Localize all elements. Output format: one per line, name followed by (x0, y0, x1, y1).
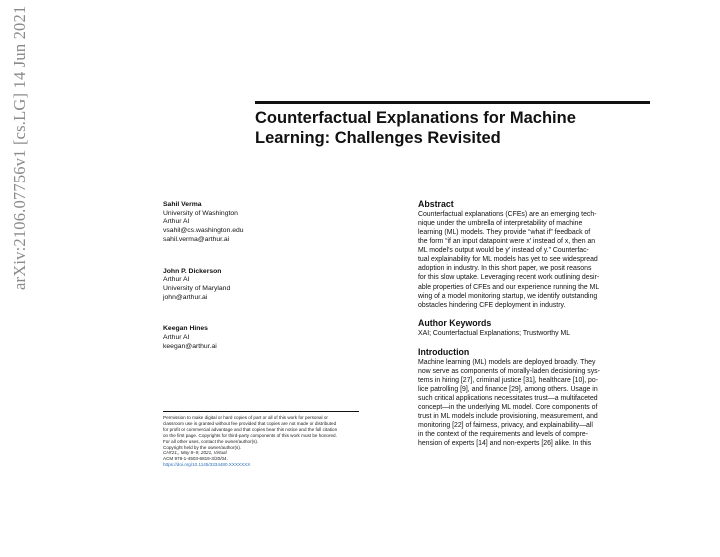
abstract-text (418, 210, 643, 310)
conference-line: CHI'21,, May 8–9, 2021, Virtual (163, 450, 227, 456)
permission-line: for profit or commercial advantage and that copies bear this notice and the full citation (163, 426, 338, 432)
author-email: vsahil@cs.washington.edu (163, 227, 244, 235)
paper-title (255, 108, 655, 148)
abstract-line: learning (ML) models. They provide “what if” feedback of (418, 229, 591, 237)
author-affiliation: University of Maryland (163, 284, 231, 292)
abstract-line: ML model’s output would be y′ instead of y.” Counterfac- (418, 247, 589, 255)
right-column (418, 199, 643, 448)
intro-line: hension of experts [14] and non-experts [26] alike. In this (418, 440, 592, 448)
author-block (163, 325, 393, 351)
abstract-line: adoption in industry. In this short paper, we posit reasons (418, 265, 592, 273)
keywords-line: XAI; Counterfactual Explanations; Trustworthy ML (418, 329, 571, 337)
intro-line: concept—in the underlying ML model. Core components of (418, 404, 598, 412)
permission-notice (163, 411, 359, 468)
permission-line: on the first page. Copyrights for third-party components of this work must be honored. (163, 432, 337, 438)
author-block (163, 268, 393, 303)
title-rule (255, 101, 650, 104)
copyright-line: Copyright held by the owner/author(s). (163, 444, 242, 450)
author-affiliation: Arthur AI (163, 218, 190, 226)
abstract-line: able properties of CFEs and our experience running the ML (418, 283, 600, 291)
acm-isbn: ACM 978-1-4503-6819-3/20/04. (163, 456, 228, 462)
doi-link[interactable]: https://doi.org/10.1145/3334480.XXXXXXX (163, 462, 251, 468)
abstract-line: for this slow uptake. Leveraging recent work outlining desir- (418, 274, 600, 282)
author-name: Sahil Verma (163, 201, 202, 208)
author-email: sahil.verma@arthur.ai (163, 235, 230, 243)
introduction-heading: Introduction (418, 346, 470, 357)
author-affiliation: Arthur AI (163, 276, 190, 284)
permission-line: classroom use is granted without fee provided that copies are not made or distributed (163, 420, 337, 426)
permission-line: Permission to make digital or hard copies of part or all of this work for personal or (163, 415, 328, 420)
abstract-line: nique under the umbrella of interpretability of machine (418, 220, 583, 228)
title-line: Counterfactual Explanations for Machine (255, 109, 576, 127)
abstract-line: Counterfactual explanations (CFEs) are an emerging tech- (418, 211, 597, 218)
keywords-section (418, 318, 643, 338)
abstract-section (418, 199, 643, 310)
intro-line: tems in hiring [27], criminal justice [31], healthcare [10], po- (418, 376, 599, 384)
intro-line: in the context of the requirements and levels of compre- (418, 431, 589, 439)
author-name: Keegan Hines (163, 325, 208, 333)
intro-line: monitoring [22] of fairness, privacy, and explainability—all (418, 422, 593, 430)
author-affiliation: University of Washington (163, 209, 238, 217)
introduction-section (418, 347, 643, 449)
author-affiliation: Arthur AI (163, 334, 190, 342)
arxiv-stamp: arXiv:2106.07756v1 [cs.LG] 14 Jun 2021 (10, 5, 29, 290)
intro-line: now serve as components of morally-laden decisioning sys- (418, 367, 600, 375)
abstract-line: the form “if an input datapoint were x′ instead of x, then an (418, 238, 596, 246)
keywords-heading: Author Keywords (418, 317, 492, 328)
author-email: keegan@arthur.ai (163, 342, 217, 350)
abstract-line: obstacles hindering CFE deployment in industry. (418, 301, 566, 309)
abstract-line: tual explainability for ML models has yet to see widespread (418, 256, 598, 264)
abstract-line: wing of a model monitoring startup, we identify outstanding (418, 292, 598, 300)
author-name: John P. Dickerson (163, 267, 222, 275)
intro-line: trust in ML models include provisioning, measurement, and (418, 413, 598, 421)
abstract-heading: Abstract (418, 199, 454, 209)
keywords-text (418, 329, 643, 338)
intro-line: such critical applications necessitates trust—a multifaceted (418, 395, 598, 402)
permission-line: For all other uses, contact the owner/author(s). (163, 438, 259, 444)
introduction-text (418, 358, 643, 449)
author-list (163, 201, 393, 374)
author-block (163, 201, 393, 245)
author-email: john@arthur.ai (163, 293, 208, 301)
title-line: Learning: Challenges Revisited (255, 129, 501, 147)
intro-line: lice patrolling [9], and finance [29], among others. Usage in (418, 385, 598, 393)
intro-line: Machine learning (ML) models are deployed broadly. They (418, 358, 596, 366)
